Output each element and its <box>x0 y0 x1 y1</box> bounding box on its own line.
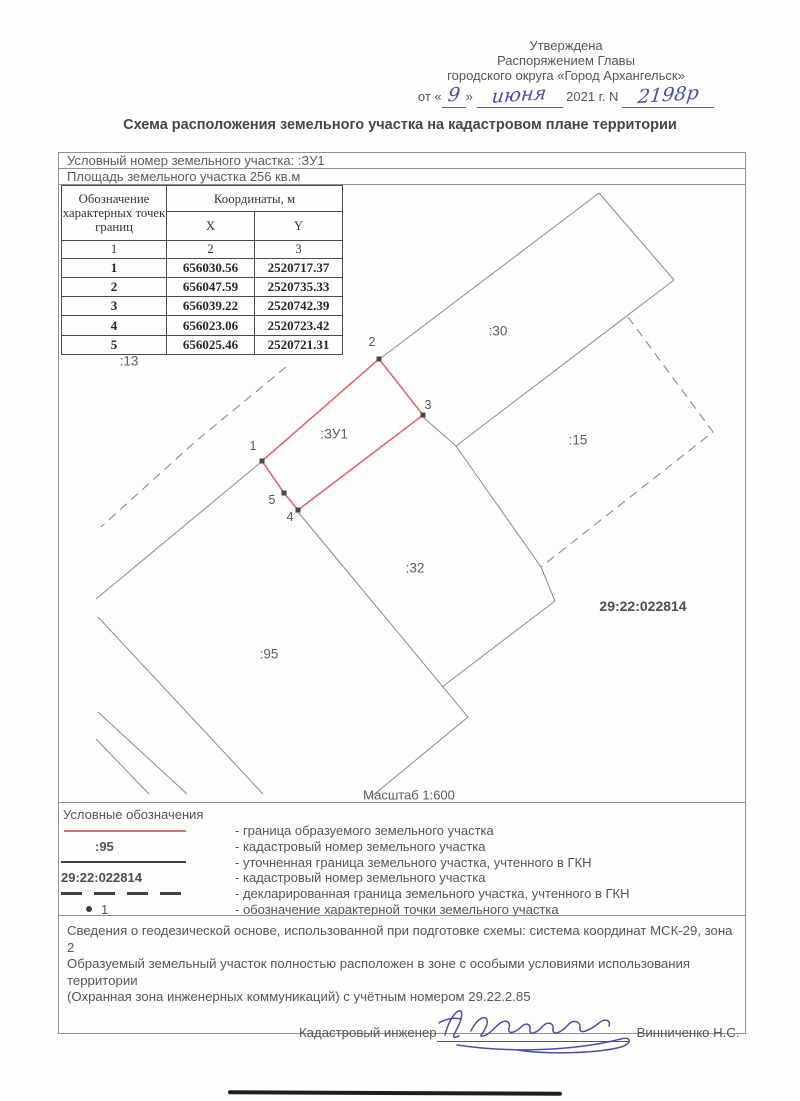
approval-line-4 <box>398 81 734 109</box>
coord-y: 2520742.39 <box>255 297 343 316</box>
point-label-5: 5 <box>268 493 276 507</box>
parcel30-se-edge <box>456 280 674 446</box>
coordinates-table <box>61 185 343 355</box>
coord-y: 2520723.42 <box>255 316 343 336</box>
table-row <box>62 336 343 355</box>
point-marker-5 <box>282 491 287 496</box>
legend-text: - обозначение характерной точки земельного участка <box>235 901 559 917</box>
table-header-x: X <box>167 212 255 241</box>
conditional-number-text: Условный номер земельного участка: :ЗУ1 <box>67 153 325 168</box>
point-symbol-label: 1 <box>101 901 109 917</box>
legend-symbol-cell <box>59 861 235 864</box>
cadastral-map <box>59 185 745 802</box>
legend-title: Условные обозначения <box>63 807 204 822</box>
point-marker-4 <box>296 508 301 513</box>
table-header-points: Обозначение характерных точек границ <box>62 186 167 241</box>
parcel30-ne-edge <box>599 193 674 280</box>
conditional-number-row <box>59 153 745 169</box>
signature-row <box>67 1021 740 1042</box>
coord-x: 656047.59 <box>167 278 255 297</box>
point-number: 5 <box>62 336 167 355</box>
parcel-label-15: :15 <box>568 432 588 448</box>
handwritten-number: 2198р <box>636 81 700 109</box>
sw-extra-line-1 <box>98 712 187 794</box>
index-cell-1: 1 <box>62 241 167 259</box>
corner-to-point3 <box>423 417 456 446</box>
engineer-name: Винниченко Н.С. <box>636 1025 740 1040</box>
legend-text: - кадастровый номер земельного участка <box>235 839 486 855</box>
legend-text: - граница образуемого земельного участка <box>235 823 494 839</box>
approval-month-blank <box>477 82 563 108</box>
parcel13-dashed-boundary <box>101 367 286 527</box>
coord-x: 656039.22 <box>167 297 255 316</box>
coord-x: 656025.46 <box>167 336 255 355</box>
approval-line-3: городского округа «Город Архангельск» <box>447 68 685 83</box>
legend-row-cadastral-number <box>59 839 745 855</box>
dashed-line-symbol <box>61 892 191 895</box>
handwritten-month: июня <box>491 82 548 108</box>
legend-row-new-boundary <box>59 823 745 839</box>
notes-line-1: Сведения о геодезической основе, использованной при подготовке схемы: система координат МСК-29, зона 2 <box>67 923 733 955</box>
legend-symbol-cell <box>59 839 235 854</box>
parcel-number-symbol: :95 <box>95 839 114 855</box>
red-line-symbol <box>64 830 186 832</box>
sw-extra-line-2 <box>96 739 149 794</box>
table-row <box>62 278 343 297</box>
coord-x: 656023.06 <box>167 316 255 336</box>
approval-line-1: Утверждена <box>529 38 603 53</box>
handwritten-signature <box>431 999 641 1057</box>
approval-day-blank <box>442 83 466 108</box>
table-row <box>62 259 343 278</box>
area-row <box>59 169 745 185</box>
handwritten-day: 9 <box>446 83 461 107</box>
legend-text: - кадастровый номер земельного участка <box>235 870 486 886</box>
parcel32-east-boundary <box>442 446 555 687</box>
street-line <box>96 463 260 599</box>
approval-close-quote: » <box>465 89 473 104</box>
parcel-label-95: :95 <box>259 646 279 662</box>
signature-line <box>437 1021 629 1042</box>
coord-y: 2520721.31 <box>255 336 343 355</box>
point-label-4: 4 <box>286 510 294 524</box>
table-row <box>62 297 343 316</box>
parcel-label-30: :30 <box>488 323 508 339</box>
point-label-1: 1 <box>249 439 257 453</box>
point-marker-3 <box>421 413 426 418</box>
solid-line-symbol <box>61 861 186 864</box>
quarter-number-symbol: 29:22:022814 <box>61 870 142 886</box>
page-title: Схема расположения земельного участка на кадастровом плане территории <box>123 117 677 133</box>
area-text: Площадь земельного участка 256 кв.м <box>67 169 301 184</box>
point-number: 2 <box>62 278 167 297</box>
cadastral-quarter-number: 29:22:022814 <box>599 598 687 614</box>
legend-text: - декларированная граница земельного участка, учтенного в ГКН <box>235 886 630 902</box>
legend-symbol-cell <box>59 830 235 832</box>
legend-row-quarter-number <box>59 870 745 886</box>
approval-line-2: Распоряжением Главы <box>497 53 635 68</box>
point-number: 3 <box>62 297 167 316</box>
approval-year-n: 2021 г. N <box>566 89 619 104</box>
legend-row-declared-boundary <box>59 886 745 902</box>
point-dot-icon <box>86 906 92 912</box>
plot-label-zu1: :ЗУ1 <box>320 426 348 442</box>
map-scale: Масштаб 1:600 <box>363 787 455 803</box>
notes-section <box>59 915 745 1042</box>
coord-x: 656030.56 <box>167 259 255 278</box>
coord-y: 2520735.33 <box>255 278 343 297</box>
table-row <box>62 316 343 336</box>
coord-y: 2520717.37 <box>255 259 343 278</box>
table-header-coords: Координаты, м <box>167 186 343 212</box>
legend-symbol-cell <box>59 892 235 895</box>
parcel-label-32: :32 <box>405 560 425 576</box>
index-cell-2: 2 <box>167 241 255 259</box>
approval-date-prefix: от « <box>417 89 442 104</box>
point-number: 4 <box>62 316 167 336</box>
legend-symbol-cell <box>59 870 235 885</box>
point-marker-1 <box>260 459 265 464</box>
point-marker-2 <box>377 357 382 362</box>
table-header-y: Y <box>255 212 343 241</box>
parcel15-dashed-boundary <box>541 317 713 567</box>
notes-line-3: (Охранная зона инженерных коммуникаций) с учётным номером 29.22.2.85 <box>67 989 531 1004</box>
parcel-label-13: :13 <box>119 353 139 369</box>
legend-row-refined-boundary <box>59 854 745 870</box>
point-number: 1 <box>62 259 167 278</box>
point-label-3: 3 <box>424 398 432 412</box>
approval-number-blank <box>622 81 714 109</box>
signature-label: Кадастровый инженер <box>299 1025 437 1040</box>
scan-artifact-line <box>228 1090 562 1095</box>
approval-block <box>398 38 734 108</box>
parcel32-95-shared-boundary <box>298 512 468 797</box>
index-cell-3: 3 <box>255 241 343 259</box>
legend-text: - уточненная граница земельного участка, учтенного в ГКН <box>235 854 592 870</box>
document-frame <box>58 152 746 1040</box>
notes-line-2: Образуемый земельный участок полностью расположен в зоне с особыми условиями использования территории <box>67 956 691 988</box>
point-label-2: 2 <box>368 335 376 349</box>
legend <box>59 802 745 915</box>
